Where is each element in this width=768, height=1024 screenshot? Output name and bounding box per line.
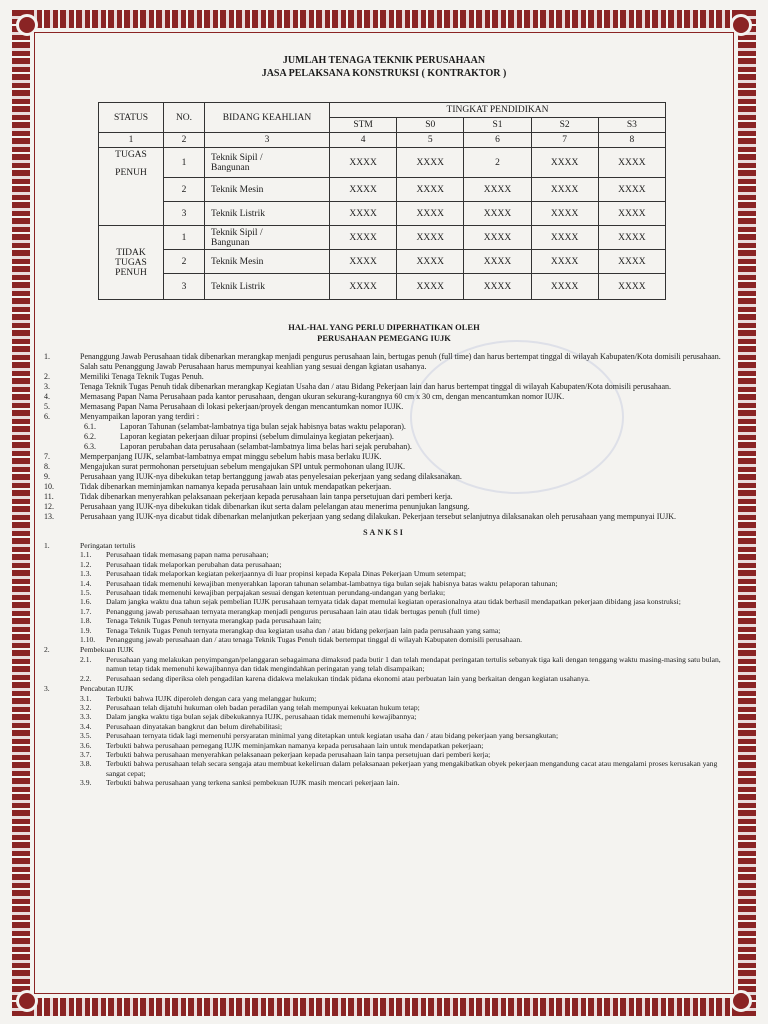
hal-item [44, 372, 724, 382]
hal-item-text: Mengajukan surat permohonan persetujuan sebelum mengajukan SPI untuk permohonan ulang IUJK. [80, 462, 406, 471]
decorative-border-bottom [12, 998, 756, 1016]
hal-item-text: Menyampaikan laporan yang terdiri : [80, 412, 200, 421]
cell-value: XXXX [598, 148, 665, 178]
hal-item [44, 472, 724, 482]
hal-item-number [44, 362, 80, 372]
sanksi-group-label: Peringatan tertulis [80, 541, 136, 550]
indent-spacer [44, 741, 80, 750]
sanksi-item-number: 1.4. [80, 578, 92, 588]
row-bidang: Teknik Mesin [205, 250, 330, 274]
hal-item-number: 1. [44, 352, 50, 361]
hal-item-number: 4. [44, 392, 50, 401]
sanksi-item-number: 1.8. [80, 616, 92, 626]
status-group-tidak-tugas-penuh [99, 226, 164, 300]
indent-spacer [44, 655, 80, 674]
cell-value: XXXX [397, 250, 464, 274]
header-level: S3 [598, 118, 665, 133]
row-bidang: Teknik Mesin [205, 178, 330, 202]
hal-item [44, 392, 724, 402]
sanksi-item-text: Perusahaan tidak melaporkan kegiatan pekerjaannya di luar propinsi kepada Kepala Dinas Pekerjaan Umum setempat; [106, 569, 466, 579]
hal-item [44, 412, 724, 422]
cell-value: XXXX [531, 226, 598, 250]
hal-item [44, 422, 724, 432]
sanksi-item [44, 569, 724, 578]
hal-item-number: 11. [44, 492, 54, 501]
cell-value: XXXX [397, 178, 464, 202]
indent-spacer [44, 588, 80, 597]
sanksi-item [44, 694, 724, 703]
sanksi-item [44, 674, 724, 683]
indent-spacer [44, 778, 80, 787]
cell-value: XXXX [598, 226, 665, 250]
hal-item-number: 6.2. [84, 432, 96, 441]
sanksi-item [44, 722, 724, 731]
hal-item [44, 502, 724, 512]
indent-spacer [44, 722, 80, 731]
indent-spacer [44, 750, 80, 759]
sanksi-item-number: 3.8. [80, 759, 92, 769]
hal-item-text: Memperpanjang IUJK, selambat-lambatnya empat minggu sebelum habis masa berlaku IUJK. [80, 452, 382, 461]
header-tingkat: TINGKAT PENDIDIKAN [330, 103, 666, 118]
hal-item [44, 362, 724, 372]
hal-item-number: 6. [44, 412, 50, 421]
indent-spacer [44, 759, 80, 778]
sanksi-item-text: Perusahaan yang melakukan penyimpangan/pelanggaran sebagaimana dimaksud pada butir 1 dan telah mendapat peringatan tertulis sebanyak tiga kali dengan tenggang waktu masing-masing satu bulan, namun tetap tidak memenuhi kewajibannya dan tidak mengindahkan peringatan yang telah disampaikan; [106, 654, 721, 674]
cell-value: XXXX [464, 250, 531, 274]
row-bidang: Teknik Listrik [205, 274, 330, 300]
sanksi-item-number: 1.5. [80, 588, 92, 598]
cell-value: XXXX [464, 274, 531, 300]
sanksi-item [44, 635, 724, 644]
col-number: 6 [464, 133, 531, 148]
hal-item-number: 7. [44, 452, 50, 461]
indent-spacer [44, 597, 80, 606]
sanksi-item-text: Terbukti bahwa IUJK diperoleh dengan cara yang melanggar hukum; [106, 693, 317, 703]
sanksi-item-text: Terbukti bahwa perusahaan telah secara sengaja atau membuat kekeliruan dalam pelaksanaan pekerjaan yang mengakibatkan obyek pekerjaan mengandung cacat atau mengalami proses kerusakan yang sangat cepat; [106, 759, 718, 778]
sanksi-item [44, 579, 724, 588]
sanksi-item [44, 588, 724, 597]
sanksi-group-label: Pencabutan IUJK [80, 684, 134, 694]
cell-value: XXXX [531, 274, 598, 300]
sanksi-item-number: 1.3. [80, 569, 92, 579]
indent-spacer [44, 560, 80, 569]
hal-heading-line: PERUSAHAAN PEMEGANG IUJK [317, 333, 451, 343]
status-label: TUGAS [115, 150, 147, 160]
indent-spacer [44, 694, 80, 703]
sanksi-item-text: Terbukti bahwa perusahaan menyerahkan pelaksanaan pekerjaan kepada perusahaan lain tanpa persetujuan dari pemberi kerja; [106, 749, 491, 759]
sanksi-item-number: 1.10. [80, 635, 96, 645]
cell-value: XXXX [330, 250, 397, 274]
cell-value: XXXX [531, 202, 598, 226]
header-level: S1 [464, 118, 531, 133]
sanksi-item [44, 778, 724, 787]
indent-spacer [44, 607, 80, 616]
status-label: TIDAK [116, 247, 146, 258]
col-number: 3 [205, 133, 330, 148]
hal-item-number: 12. [44, 502, 54, 511]
indent-spacer [44, 731, 80, 740]
sanksi-item-number: 3.7. [80, 749, 92, 759]
sanksi-group-label: Pembekuan IUJK [80, 645, 134, 655]
hal-item-text: Salah satu Penanggung Jawab Perusahaan harus mempunyai keahlian yang sesuai dengan kgiatan usahanya. [80, 362, 427, 371]
row-bidang [205, 226, 330, 250]
sanksi-item-number: 3.2. [80, 702, 92, 712]
cell-value: XXXX [397, 226, 464, 250]
hal-item-number: 6.1. [84, 422, 96, 431]
header-no: NO. [164, 103, 205, 133]
sanksi-item-number: 3.3. [80, 712, 92, 722]
sanksi-item [44, 597, 724, 606]
hal-item [44, 482, 724, 492]
hal-item-text: Tidak dibenarkan menyerahkan pelaksanaan pekerjaan kepada perusahaan lain tanpa persetujuan dari pemberi kerja. [80, 492, 453, 501]
sanksi-item-number: 3.5. [80, 731, 92, 741]
sanksi-item-number: 3.6. [80, 740, 92, 750]
row-no: 1 [164, 148, 205, 178]
indent-spacer [44, 616, 80, 625]
hal-item-text: Perusahaan yang IUJK-nya dibekukan tetap bertanggung jawab atas penyelesaian pekerjaan yang sedang dilaksanakan. [80, 472, 462, 481]
cell-value: XXXX [531, 178, 598, 202]
sanksi-item-text: Terbukti bahwa perusahaan yang terkena sanksi pembekuan IUJK masih mencari pekerjaan lain. [106, 778, 400, 788]
header-level: S2 [531, 118, 598, 133]
col-number: 5 [397, 133, 464, 148]
sanksi-item-text: Perusahaan tidak melaporkan perubahan data perusahaan; [106, 559, 282, 569]
hal-item-text: Memasang Papan Nama Perusahaan pada kantor perusahaan, dengan ukuran sekurang-kurangnya 60 cm x 30 cm, dengan mencantumkan nomor IUJK. [80, 392, 565, 401]
bidang-text: Teknik Sipil / [211, 152, 263, 163]
sanksi-item-text: Perusahaan telah dijatuhi hukuman oleh badan peradilan yang telah mempunyai kekuatan hukum tetap; [106, 702, 420, 712]
indent-spacer [44, 674, 80, 683]
decorative-border-top [12, 10, 756, 28]
cell-value: XXXX [330, 226, 397, 250]
row-no: 3 [164, 274, 205, 300]
row-no: 1 [164, 226, 205, 250]
sanksi-item [44, 616, 724, 625]
sanksi-list [44, 541, 724, 788]
hal-item [44, 382, 724, 392]
sanksi-item [44, 703, 724, 712]
title-line-2: JASA PELAKSANA KONSTRUKSI ( KONTRAKTOR ) [261, 68, 507, 79]
document-title [44, 54, 724, 80]
sanksi-item-number: 1.9. [80, 625, 92, 635]
title-line-1: JUMLAH TENAGA TEKNIK PERUSAHAAN [282, 55, 486, 66]
sanksi-item-text: Dalam jangka waktu dua tahun sejak pembelian IUJK perusahaan ternyata tidak dapat memulai kegiatan operasionalnya atau tidak berhasil mendapatkan pekerjaan dibidang jasa konstruksi; [106, 597, 681, 607]
sanksi-item-text: Perusahaan tidak memasang papan nama perusahaan; [106, 550, 269, 560]
indent-spacer [44, 635, 80, 644]
sanksi-item [44, 607, 724, 616]
sanksi-item-number: 3.4. [80, 721, 92, 731]
sanksi-item [44, 626, 724, 635]
hal-item-text: Perusahaan yang IUJK-nya dibekukan tidak dibenarkan ikut serta dalam pelelangan atau menerima penunjukan langsung. [80, 502, 470, 511]
sanksi-group-number: 3. [44, 684, 50, 694]
cell-value: XXXX [598, 202, 665, 226]
cell-value: XXXX [464, 178, 531, 202]
hal-hal-heading [44, 322, 724, 344]
decorative-border-right [738, 10, 756, 1016]
sanksi-item [44, 560, 724, 569]
indent-spacer [44, 550, 80, 559]
sanksi-group [44, 645, 724, 654]
tenaga-teknik-table [98, 102, 666, 300]
hal-item [44, 512, 724, 522]
sanksi-item-number: 1.1. [80, 550, 92, 560]
hal-item [44, 352, 724, 362]
hal-item-text: Laporan Tahunan (selambat-lambatnya tiga bulan sejak habisnya batas waktu pelaporan). [120, 422, 406, 431]
bidang-text: Teknik Sipil / [211, 227, 263, 238]
hal-item [44, 402, 724, 412]
col-number: 4 [330, 133, 397, 148]
status-label: PENUH [115, 267, 147, 278]
hal-item-number: 10. [44, 482, 54, 491]
hal-heading-line: HAL-HAL YANG PERLU DIPERHATIKAN OLEH [288, 322, 480, 332]
cell-value: XXXX [397, 202, 464, 226]
header-bidang: BIDANG KEAHLIAN [205, 103, 330, 133]
hal-item-text: Tenaga Teknik Tugas Penuh tidak dibenarkan merangkap Kegiatan Usaha dan / atau Bidang Pekerjaan lain dan harus bertempat tinggal di wilayah Kabupaten/Kota domisili perusahaan. [80, 382, 672, 391]
sanksi-item-text: Penanggung jawab perusahaan dan / atau tenaga Teknik Tugas Penuh tidak bertempat tinggal di wilayah Kabupaten domisili perusahaan. [106, 635, 523, 645]
sanksi-item [44, 741, 724, 750]
row-no: 2 [164, 178, 205, 202]
hal-item [44, 442, 724, 452]
header-level: STM [330, 118, 397, 133]
sanksi-heading: SANKSI [363, 528, 405, 537]
status-group-tugas-penuh [99, 148, 164, 226]
hal-item-text: Perusahaan yang IUJK-nya dicabut tidak dibenarkan melanjutkan pekerjaan yang sedang dilakukan. Pekerjaan tersebut selanjutnya dilaksanakan oleh perusahaan yang mempunyai IUJK. [80, 512, 677, 521]
cell-value: 2 [464, 148, 531, 178]
sanksi-item-text: Dalam jangka waktu tiga bulan sejak dibekukannya IUJK, perusahaan tidak memenuhi kewajibannya; [106, 712, 417, 722]
decorative-border-left [12, 10, 30, 1016]
sanksi-item-text: Tenaga Teknik Tugas Penuh ternyata merangkap pada perusahaan lain; [106, 616, 322, 626]
status-label: PENUH [115, 168, 147, 178]
col-number: 8 [598, 133, 665, 148]
hal-item-number: 13. [44, 512, 54, 521]
sanksi-item-text: Terbukti bahwa perusahaan pemegang IUJK meminjamkan namanya kepada perusahaan lain untuk mendapatkan pekerjaan; [106, 740, 484, 750]
hal-item [44, 432, 724, 442]
cell-value: XXXX [464, 202, 531, 226]
bidang-text: Bangunan [211, 237, 250, 248]
sanksi-group [44, 541, 724, 550]
sanksi-item [44, 655, 724, 674]
sanksi-item-number: 2.1. [80, 654, 92, 664]
sanksi-item [44, 550, 724, 559]
col-number: 2 [164, 133, 205, 148]
hal-item [44, 452, 724, 462]
hal-hal-list [44, 352, 724, 522]
hal-item [44, 492, 724, 502]
hal-item-text: Laporan perubahan data perusahaan (selambat-lambatnya lima belas hari sejak perubahan). [120, 442, 412, 451]
hal-item-text: Memiliki Tenaga Teknik Tugas Penuh. [80, 372, 204, 381]
sanksi-item [44, 731, 724, 740]
indent-spacer [44, 703, 80, 712]
sanksi-item-text: Perusahaan ternyata tidak lagi memenuhi persyaratan minimal yang ditetapkan untuk kegiatan usaha dan / atau bidang pekerjaan yang bersangkutan; [106, 731, 559, 741]
status-label: TUGAS [115, 257, 147, 268]
sanksi-item-text: Perusahaan tidak memenuhi kewajiban perpajakan sesuai dengan ketentuan perundang-undangan yang berlaku; [106, 588, 446, 598]
sanksi-item-text: Perusahaan dinyatakan bangkrut dan belum direhabilitasi; [106, 721, 283, 731]
col-number: 7 [531, 133, 598, 148]
sanksi-item [44, 750, 724, 759]
cell-value: XXXX [598, 250, 665, 274]
sanksi-item-number: 1.6. [80, 597, 92, 607]
indent-spacer [44, 569, 80, 578]
sanksi-item-number: 3.9. [80, 778, 92, 788]
row-bidang: Teknik Listrik [205, 202, 330, 226]
hal-item-text: Penanggung Jawab Perusahaan tidak dibenarkan merangkap menjadi pengurus perusahaan lain, bertugas penuh (full time) dan harus bertempat tinggal di wilayah Kabupaten/Kota domisili perusahaan. [80, 352, 721, 361]
cell-value: XXXX [598, 178, 665, 202]
indent-spacer [44, 712, 80, 721]
cell-value: XXXX [397, 274, 464, 300]
sanksi-item-text: Perusahaan tidak memenuhi kewajiban menyerahkan laporan tahunan selambat-lambatnya tiga bulan sejak habisnya batas waktu pelaporan tahunan; [106, 578, 558, 588]
sanksi-item [44, 712, 724, 721]
cell-value: XXXX [330, 202, 397, 226]
sanksi-item-text: Tenaga Teknik Tugas Penuh ternyata merangkap dua kegiatan usaha dan / atau bidang pekerjaan lain pada perusahaan yang sama; [106, 625, 501, 635]
sanksi-group-number: 2. [44, 645, 50, 655]
hal-item-number: 9. [44, 472, 50, 481]
cell-value: XXXX [330, 148, 397, 178]
sanksi-group-number: 1. [44, 541, 50, 550]
sanksi-item-number: 3.1. [80, 693, 92, 703]
row-no: 2 [164, 250, 205, 274]
indent-spacer [44, 626, 80, 635]
sanksi-item-text: Penanggung jawab perusahaan ternyata merangkap menjadi pengurus perusahaan lain atau tidak bertugas penuh (full time) [106, 606, 480, 616]
document-content [44, 42, 724, 788]
sanksi-item-number: 1.7. [80, 606, 92, 616]
header-level: S0 [397, 118, 464, 133]
hal-item-number: 8. [44, 462, 50, 471]
row-bidang [205, 148, 330, 178]
hal-item-number: 6.3. [84, 442, 96, 451]
cell-value: XXXX [330, 178, 397, 202]
bidang-text: Bangunan [211, 162, 250, 173]
hal-item-text: Laporan kegiatan pekerjaan diluar propinsi (sebelum dimulainya kegiatan pekerjaan). [120, 432, 394, 441]
sanksi-item-text: Perusahaan sedang diperiksa oleh pengadilan karena didakwa melakukan tindak pidana ekonomi atau perbuatan lain yang berkaitan dengan kegiatan usahanya. [106, 673, 590, 683]
row-no: 3 [164, 202, 205, 226]
header-status: STATUS [99, 103, 164, 133]
sanksi-item [44, 759, 724, 778]
cell-value: XXXX [397, 148, 464, 178]
hal-item-number: 5. [44, 402, 50, 411]
sanksi-item-number: 1.2. [80, 559, 92, 569]
col-number: 1 [99, 133, 164, 148]
cell-value: XXXX [531, 148, 598, 178]
indent-spacer [44, 579, 80, 588]
cell-value: XXXX [464, 226, 531, 250]
sanksi-group [44, 684, 724, 693]
hal-item-text: Memasang Papan Nama Perusahaan di lokasi pekerjaan/proyek dengan mencantumkan nomor IUJK. [80, 402, 404, 411]
hal-item-number: 2. [44, 372, 50, 381]
hal-item-number: 3. [44, 382, 50, 391]
hal-item-text: Tidak dibenarkan meminjamkan namanya kepada perusahaan lain untuk mendapatkan pekerjaan. [80, 482, 392, 491]
sanksi-item-number: 2.2. [80, 673, 92, 683]
cell-value: XXXX [598, 274, 665, 300]
hal-item [44, 462, 724, 472]
cell-value: XXXX [330, 274, 397, 300]
cell-value: XXXX [531, 250, 598, 274]
